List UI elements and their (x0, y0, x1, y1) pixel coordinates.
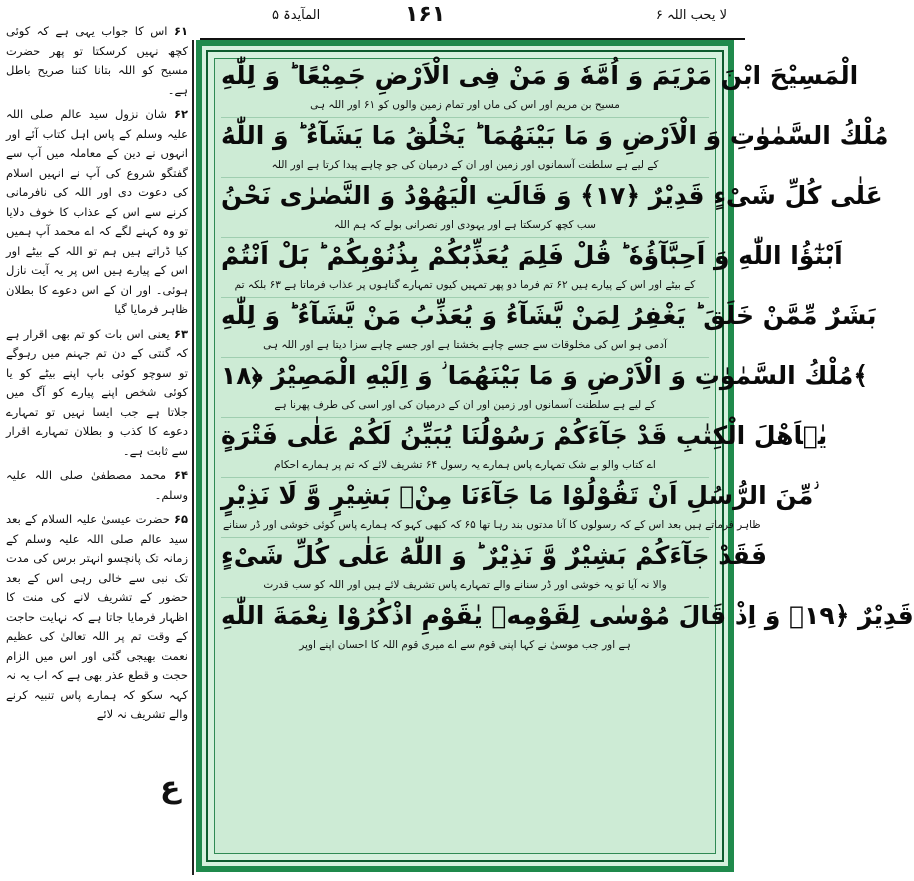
urdu-translation-line: مسیح بن مریم اور اس کی ماں اور تمام زمین والوں کو ۶۱ اور اللہ ہی (310, 99, 620, 111)
line-separator (221, 117, 709, 118)
note-number: ۶۵ (173, 512, 188, 526)
urdu-translation-line: کے لیے ہے سلطنت آسمانوں اور زمین اور ان کے درمیان کی جو چاہے پیدا کرتا ہے اور اللہ (271, 159, 659, 171)
note-number: ۶۱ (173, 24, 188, 38)
urdu-translation-line: کے بیٹے اور اس کے پیارے ہیں ۶۲ تم فرما دو پھر تمہیں کیوں تمہارے گناہوں پر عذاب فرماتا ہے ۶۳ بلکہ تم (234, 279, 696, 291)
note-text: اس کا جواب یہی ہے کہ کوئی کچھ نہیں کرسکتا تو پھر حضرت مسیح کو اللہ بتانا کتنا صریح باطل ہے۔ (6, 24, 188, 97)
line-separator (221, 597, 709, 598)
note-text: شان نزول سید عالم صلی اللہ علیہ وسلم کے پاس اہل کتاب آئے اور انہوں نے دین کے معاملہ میں آپ سے گفتگو شروع کی آپ نے انہیں اسلام کی دعوت دی اور اللہ کی نافرمانی کرنے سے اس کے عذاب کا خوف دلایا تو وہ کہنے لگے کہ اے محمد آپ ہمیں کیا ڈراتے ہیں ہم تو اللہ کے بیٹے اور اس کے پیارے ہیں اس پر یہ آیت نازل ہوئی۔ اور ان کے اس دعوے کا بطلان ظاہر فرمایا گیا (6, 107, 188, 316)
arabic-line: مِّنَ الرُّسُلِ اَنْ تَقُوْلُوْا مَا جَآءَنَا مِنْۢ بَشِیْرٍ وَّ لَا نَذِیْرٍ ؗ (221, 481, 820, 510)
line-separator (221, 417, 709, 418)
arabic-line: مُلْكُ السَّمٰوٰتِ وَ الْاَرْضِ وَ مَا بَیْنَهُمَا ؕ یَخْلُقُ مَا یَشَآءُ ؕ وَ اللّٰهُ (221, 121, 889, 150)
urdu-translation-line: والا نہ آیا تو یہ خوشی اور ڈر سنانے والے تمہارے پاس تشریف لائے ہیں اور اللہ کو سب قدرت (263, 579, 667, 591)
margin-divider (192, 40, 194, 875)
arabic-line: فَقَدْ جَآءَكُمْ بَشِیْرٌ وَّ نَذِیْرٌ ؕ وَ اللّٰهُ عَلٰی كُلِّ شَیْءٍ (221, 541, 768, 570)
juz-title: لا یحب اللہ ۶ (655, 8, 727, 23)
urdu-translation-line: ہے اور جب موسیٰ نے کہا اپنی قوم سے اے میری قوم اللہ کا احسان اپنے اوپر (299, 639, 631, 651)
arabic-line: الْمَسِیْحَ ابْنَ مَرْیَمَ وَ اُمَّهٗ وَ مَنْ فِی الْاَرْضِ جَمِیْعًا ؕ وَ لِلّٰهِ (221, 61, 859, 90)
line-separator (221, 237, 709, 238)
line-separator (221, 357, 709, 358)
margin-commentary (6, 22, 188, 867)
note-number: ۶۴ (173, 468, 189, 482)
note-number: ۶۲ (173, 107, 189, 121)
margin-note (6, 325, 188, 462)
urdu-translation-line: کے لیے ہے سلطنت آسمانوں اور زمین اور ان کے درمیان کی اور اسی کی طرف پھرنا ہے (274, 399, 656, 411)
quran-text-frame (196, 40, 914, 872)
margin-note (6, 466, 188, 505)
arabic-line: عَلٰی كُلِّ شَیْءٍ قَدِیْرٌ ﴿۱۷﴾ وَ قَالَتِ الْیَهُوْدُ وَ النَّصٰرٰی نَحْنُ (221, 181, 883, 210)
verse-panel (214, 58, 914, 854)
note-text: یعنی اس بات کو تم بھی اقرار ہے کہ گنتی کے دن تم جہنم میں رہوگے تو سوچو کوئی باپ اپنے بیٹے کو یا کوئی شخص اپنے پیارے کو آگ میں جلاتا ہے جب ایسا نہیں تو تمہارے دعوے کا کذب و بطلان تمہارے اقرار سے ثابت ہے۔ (6, 326, 188, 458)
line-separator (221, 477, 709, 478)
rukuh-mark: ع (160, 770, 181, 805)
arabic-line: یٰۤاَهْلَ الْكِتٰبِ قَدْ جَآءَكُمْ رَسُوْلُنَا یُبَیِّنُ لَكُمْ عَلٰی فَتْرَةٍ (221, 421, 828, 450)
line-separator (221, 537, 709, 538)
note-text: محمد مصطفیٰ صلی اللہ علیہ وسلم۔ (6, 468, 188, 502)
margin-note (6, 105, 188, 320)
margin-note (6, 22, 188, 100)
line-separator (221, 297, 709, 298)
urdu-translation-line: اے کتاب والو بے شک تمہارے پاس ہمارے یہ رسول ۶۴ تشریف لائے کہ تم پر ہمارے احکام (274, 459, 656, 471)
line-separator (221, 177, 709, 178)
note-text: حضرت عیسیٰ علیہ السلام کے بعد سید عالم صلی اللہ علیہ وسلم کے زمانہ تک پانچسو انہتر برس کی مدت تک نبی سے خالی رہی اس کے بعد حضور کے تشریف لانے کی منت کا اظہار فرمایا جاتا ہے کہ نہایت حاجت کے وقت تم پر اللہ تعالیٰ کی عظیم نعمت بھیجی گئی اور اس میں الزام حجت و قطع عذر بھی ہے کہ اب یہ نہ کہہ سکو کہ ہمارے پاس تنبیہ کرنے والے تشریف نہ لائے (6, 512, 188, 721)
arabic-line: اَبْنٰٓؤُا اللّٰهِ وَ اَحِبَّآؤُهٗ ؕ قُلْ فَلِمَ یُعَذِّبُكُمْ بِذُنُوْبِكُمْ ؕ بَلْ اَنْتُمْ (221, 241, 843, 270)
margin-note (6, 510, 188, 725)
urdu-translation-line: سب کچھ کرسکتا ہے اور یہودی اور نصرانی بولے کہ ہم اللہ (334, 219, 596, 231)
arabic-line: مُلْكُ السَّمٰوٰتِ وَ الْاَرْضِ وَ مَا بَیْنَهُمَا ؗ وَ اِلَیْهِ الْمَصِیْرُ ﴿۱۸﴾ (221, 361, 869, 390)
surah-title: المآیدۃ ۵ (272, 8, 321, 23)
page-number: ۱۶۱ (405, 2, 446, 27)
urdu-translation-line: ظاہر فرماتے ہیں بعد اس کے کہ رسولوں کا آنا مدتوں بند رہا تھا ۶۵ کہ کبھی کہو کہ ہمارے پاس کوئی خوشی اور ڈر سنانے (223, 519, 761, 531)
arabic-line: بَشَرٌ مِّمَّنْ خَلَقَ ؕ یَغْفِرُ لِمَنْ یَّشَآءُ وَ یُعَذِّبُ مَنْ یَّشَآءُ ؕ وَ لِلّٰهِ (221, 301, 877, 330)
urdu-translation-line: آدمی ہو اس کی مخلوقات سے جسے چاہے بخشتا ہے اور جسے چاہے سزا دیتا ہے اور اللہ ہی (263, 339, 667, 351)
arabic-line: قَدِیْرٌ ﴿۱۹﴾ وَ اِذْ قَالَ مُوْسٰی لِقَوْمِهٖ یٰقَوْمِ اذْكُرُوْا نِعْمَةَ اللّٰهِ (221, 601, 914, 630)
note-number: ۶۳ (173, 326, 189, 341)
